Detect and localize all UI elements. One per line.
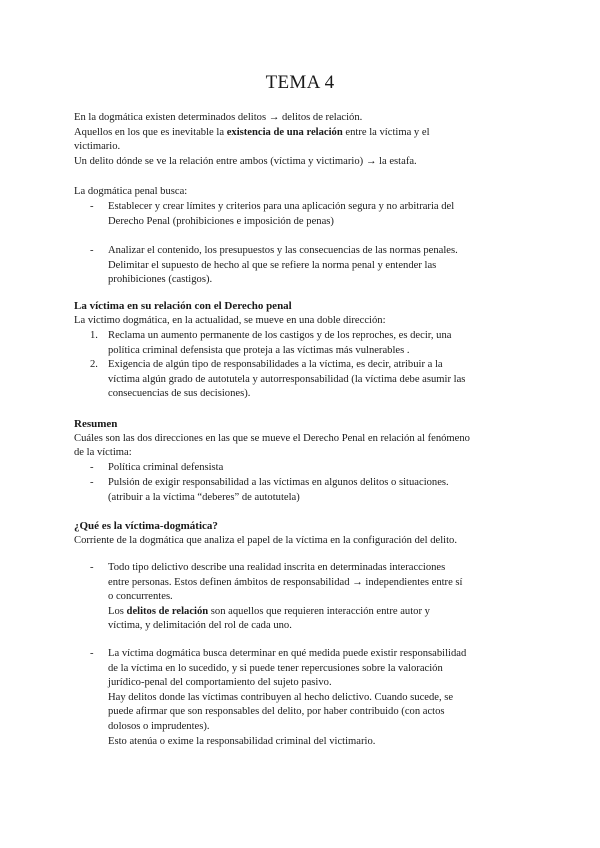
section-lead: La dogmática penal busca:: [74, 186, 188, 197]
intro-line: victimario.: [74, 141, 121, 153]
list-item-line: de la víctima en lo sucedido, y si puede tener repercusiones sobre la valoración: [108, 662, 443, 674]
list-item-line: o concurrentes.: [108, 591, 173, 603]
section-lead: Cuáles son las dos direcciones en las que se mueve el Derecho Penal en relación al fenómeno: [74, 432, 470, 444]
list-item-line: consecuencias de sus decisiones).: [108, 388, 251, 400]
list-item-line: Establecer y crear límites y criterios para una aplicación segura y no arbitraria del: [108, 201, 455, 212]
list-marker: -: [90, 462, 94, 473]
list-item-line: víctima, y delimitación del rol de cada uno.: [108, 620, 292, 632]
intro-text: entre la víctima y el: [342, 126, 430, 138]
list-marker: -: [90, 648, 94, 659]
list-item-line: (atribuir a la víctima “deberes” de autotutela): [108, 491, 300, 503]
list-item-line: jurídico-penal del comportamiento del sujeto pasivo.: [108, 677, 332, 689]
list-item-line: Esto atenúa o exime la responsabilidad criminal del victimario.: [108, 735, 376, 747]
list-item-line: Todo tipo delictivo describe una realidad inscrita en determinadas interacciones: [108, 562, 446, 573]
list-marker: -: [90, 562, 94, 573]
list-item-line: Exigencia de algún tipo de responsabilidades a la víctima, es decir, atribuir a la: [108, 359, 443, 370]
intro-line: Un delito dónde se ve la relación entre ambos (víctima y victimario) → la estafa.: [74, 155, 417, 167]
page-title: TEMA 4: [265, 72, 335, 93]
busca-section: [74, 185, 534, 286]
intro-line: En la dogmática existen determinados delitos → delitos de relación.: [74, 112, 363, 123]
def-text: Los: [108, 605, 127, 617]
list-item-line: Política criminal defensista: [108, 462, 224, 473]
list-item-line: Derecho Penal (prohibiciones e imposición de penas): [108, 215, 334, 227]
intro-line: [74, 126, 534, 141]
victima-derecho-section: [74, 299, 534, 400]
section-lead: de la víctima:: [74, 447, 132, 459]
resumen-section: [74, 417, 534, 503]
section-heading: Resumen: [74, 418, 118, 430]
list-item-line: víctima algún grado de autotutela y autorresponsabilidad (la víctima debe asumir las: [108, 373, 466, 385]
list-item-line: La víctima dogmática busca determinar en qué medida puede existir responsabilidad: [108, 648, 467, 659]
bold-term: delitos de relación: [126, 605, 209, 617]
section-heading: ¿Qué es la víctima-dogmática?: [74, 520, 218, 532]
bold-term: existencia de una relación: [226, 126, 343, 138]
list-marker: 1.: [90, 330, 98, 341]
list-item-line: entre personas. Estos definen ámbitos de responsabilidad → independientes entre sí: [108, 576, 463, 588]
list-item-line: dolosos o imprudentes).: [108, 720, 210, 732]
list-item-line: Pulsión de exigir responsabilidad a las víctimas en algunos delitos o situaciones.: [108, 477, 449, 488]
def-text: son aquellos que requieren interacción entre autor y: [208, 605, 430, 617]
section-heading: La víctima en su relación con el Derecho penal: [74, 300, 292, 312]
list-marker: -: [90, 245, 94, 256]
list-marker: 2.: [90, 359, 98, 370]
intro-text: Aquellos en los que es inevitable la: [74, 126, 227, 138]
list-item-line: política criminal defensista que proteja a las víctimas más vulnerables .: [108, 344, 410, 356]
intro-paragraph: [74, 111, 534, 169]
list-item-line: [108, 605, 534, 620]
que-es-section: [74, 519, 534, 747]
list-marker: -: [90, 201, 94, 212]
list-item-line: Analizar el contenido, los presupuestos y las consecuencias de las normas penales.: [108, 245, 458, 256]
section-lead: Corriente de la dogmática que analiza el papel de la víctima en la configuración del delito.: [74, 534, 457, 546]
list-marker: -: [90, 477, 94, 488]
list-item-line: Reclama un aumento permanente de los castigos y de los reproches, es decir, una: [108, 330, 452, 341]
section-lead: La victimo dogmática, en la actualidad, se mueve en una doble dirección:: [74, 314, 386, 326]
list-item-line: puede afirmar que son responsables del delito, por haber contribuido (con actos: [108, 706, 445, 718]
list-item-line: Hay delitos donde las víctimas contribuyen al hecho delictivo. Cuando sucede, se: [108, 691, 454, 703]
list-item-line: prohibiciones (castigos).: [108, 274, 213, 286]
list-item-line: Delimitar el supuesto de hecho al que se refiere la norma penal y entender las: [108, 259, 437, 271]
